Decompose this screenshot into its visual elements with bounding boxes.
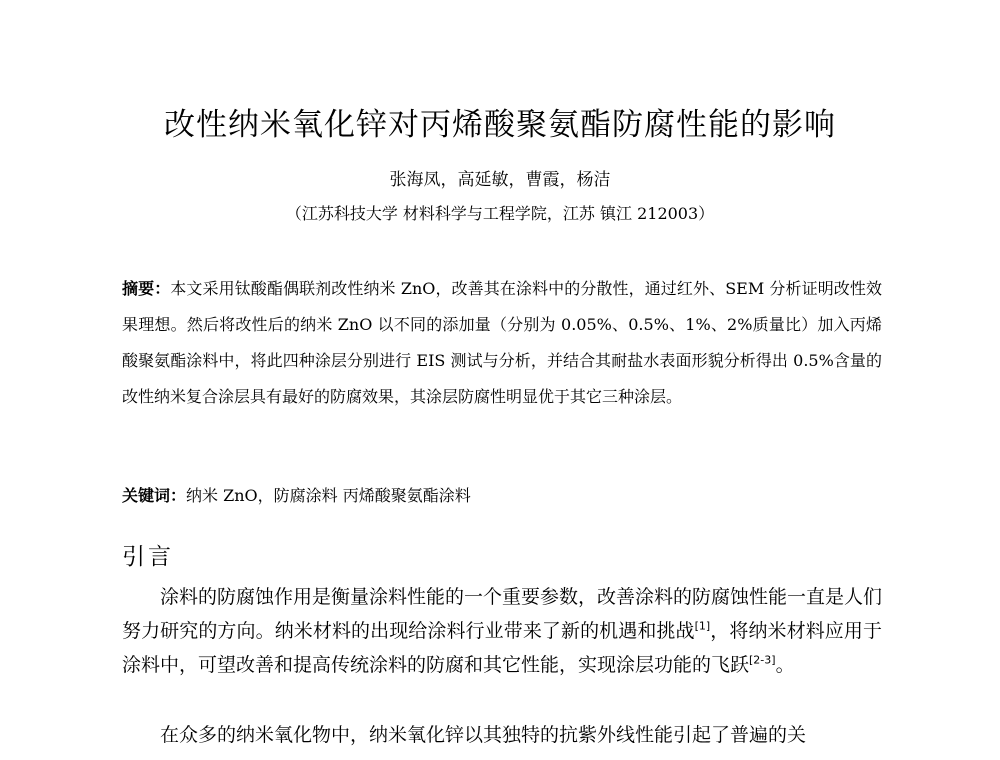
intro-paragraph-1-text-b: ，将纳米材料应用于涂料中，可望改善和提高传统涂料的防腐和其它性能，实现涂层功能的飞跃: [122, 620, 882, 676]
citation-ref-2-3: [2-3]: [749, 653, 776, 667]
keywords-text: 纳米 ZnO，防腐涂料 丙烯酸聚氨酯涂料: [186, 486, 471, 505]
author-affiliation: （江苏科技大学 材料科学与工程学院，江苏 镇江 212003）: [285, 204, 715, 223]
author-list: 张海凤，高延敏，曹霞，杨洁: [389, 170, 611, 190]
abstract-text: 本文采用钛酸酯偶联剂改性纳米 ZnO，改善其在涂料中的分散性，通过红外、SEM 分析证明改性效果理想。然后将改性后的纳米 ZnO 以不同的添加量（分别为 0.05%、0.5%、1%、2%质量比）加入丙烯酸聚氨酯涂料中，将此四种涂层分别进行 EIS 测试与分析，并结合其耐盐水表面形貌分析得出 0.5%含量的改性纳米复合涂层具有最好的防腐效果，其涂层防腐性明显优于其它三种涂层。: [122, 279, 882, 406]
citation-ref-1: [1]: [694, 619, 711, 633]
abstract: [122, 271, 882, 415]
keywords: [122, 482, 882, 510]
paper-title: 改性纳米氧化锌对丙烯酸聚氨酯防腐性能的影响: [164, 107, 836, 143]
intro-paragraph-2: 在众多的纳米氧化物中，纳米氧化锌以其独特的抗紫外线性能引起了普遍的关: [160, 724, 807, 746]
keywords-label: 关键词：: [122, 486, 187, 505]
section-heading-introduction: 引言: [122, 544, 174, 570]
intro-paragraph-1-text-a: 涂料的防腐蚀作用是衡量涂料性能的一个重要参数，改善涂料的防腐蚀性能一直是人们努力研究的方向。纳米材料的出现给涂料行业带来了新的机遇和挑战: [122, 586, 883, 642]
intro-paragraph-1-text-c: 。: [775, 654, 795, 676]
abstract-label: 摘要：: [122, 279, 171, 298]
intro-paragraph-1: [122, 580, 882, 682]
